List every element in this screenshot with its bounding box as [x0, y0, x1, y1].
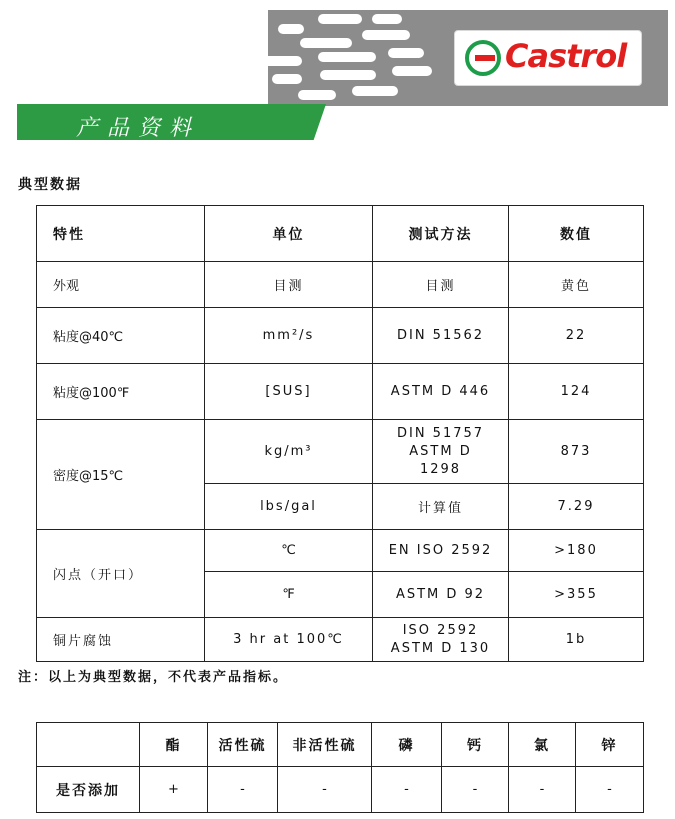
header-zinc: 锌 [576, 723, 644, 767]
additive-cell: - [372, 767, 442, 813]
value-cell: 黄色 [509, 262, 644, 308]
unit-cell: [SUS] [205, 364, 373, 420]
value-cell: 22 [509, 308, 644, 364]
unit-cell: mm²/s [205, 308, 373, 364]
unit-cell: kg/m³ [205, 420, 373, 484]
table-row [37, 767, 644, 813]
header-method: 测试方法 [373, 206, 509, 262]
property-cell: 密度@15℃ [37, 420, 205, 530]
method-cell: 目测 [373, 262, 509, 308]
table-row [37, 308, 644, 364]
additive-cell: + [140, 767, 208, 813]
table-header-row [37, 723, 644, 767]
method-cell: ASTM D 92 [373, 572, 509, 618]
additive-cell: - [576, 767, 644, 813]
method-cell: DIN 51562 [373, 308, 509, 364]
additives-table [36, 722, 644, 813]
additive-cell: - [509, 767, 576, 813]
value-cell: >180 [509, 530, 644, 572]
method-cell: 计算值 [373, 484, 509, 530]
header-active-sulfur: 活性硫 [208, 723, 278, 767]
value-cell: >355 [509, 572, 644, 618]
method-line: ASTM D 130 [390, 640, 491, 656]
table-row [37, 530, 644, 572]
header-value: 数值 [509, 206, 644, 262]
header-property: 特性 [37, 206, 205, 262]
section-title: 典型数据 [18, 177, 82, 193]
property-cell: 铜片腐蚀 [37, 618, 205, 662]
property-cell: 粘度@100℉ [37, 364, 205, 420]
typical-data-table [36, 205, 644, 662]
value-cell: 7.29 [509, 484, 644, 530]
banner-title: 产品资料 [76, 116, 201, 141]
table-row [37, 420, 644, 484]
method-line: DIN 51757 [396, 425, 485, 441]
header-inactive-sulfur: 非活性硫 [278, 723, 372, 767]
header-phosphorus: 磷 [372, 723, 442, 767]
header-blank [37, 723, 140, 767]
unit-cell: 目测 [205, 262, 373, 308]
unit-cell: ℃ [205, 530, 373, 572]
additive-cell: - [442, 767, 509, 813]
header-chlorine: 氯 [509, 723, 576, 767]
castrol-logo-text: Castrol [505, 37, 627, 75]
property-cell: 外观 [37, 262, 205, 308]
table-header-row [37, 206, 644, 262]
castrol-logo [454, 30, 642, 86]
property-cell: 粘度@40℃ [37, 308, 205, 364]
table-note: 注：以上为典型数据，不代表产品指标。 [18, 670, 289, 685]
header-calcium: 钙 [442, 723, 509, 767]
method-line: ASTM D [409, 443, 472, 459]
unit-cell: 3 hr at 100℃ [205, 618, 373, 662]
value-cell: 873 [509, 420, 644, 484]
method-cell: EN ISO 2592 [373, 530, 509, 572]
method-cell [373, 618, 509, 662]
additive-cell: - [278, 767, 372, 813]
value-cell: 124 [509, 364, 644, 420]
unit-cell: lbs/gal [205, 484, 373, 530]
method-cell [373, 420, 509, 484]
property-cell: 闪点（开口） [37, 530, 205, 618]
method-line: 1298 [419, 461, 462, 477]
method-cell: ASTM D 446 [373, 364, 509, 420]
table-row [37, 364, 644, 420]
additive-cell: - [208, 767, 278, 813]
header-ester: 酯 [140, 723, 208, 767]
table-row [37, 618, 644, 662]
unit-cell: ℉ [205, 572, 373, 618]
castrol-emblem-icon [465, 40, 501, 76]
row-label: 是否添加 [37, 767, 140, 813]
header-unit: 单位 [205, 206, 373, 262]
value-cell: 1b [509, 618, 644, 662]
table-row [37, 262, 644, 308]
method-line: ISO 2592 [402, 622, 479, 638]
